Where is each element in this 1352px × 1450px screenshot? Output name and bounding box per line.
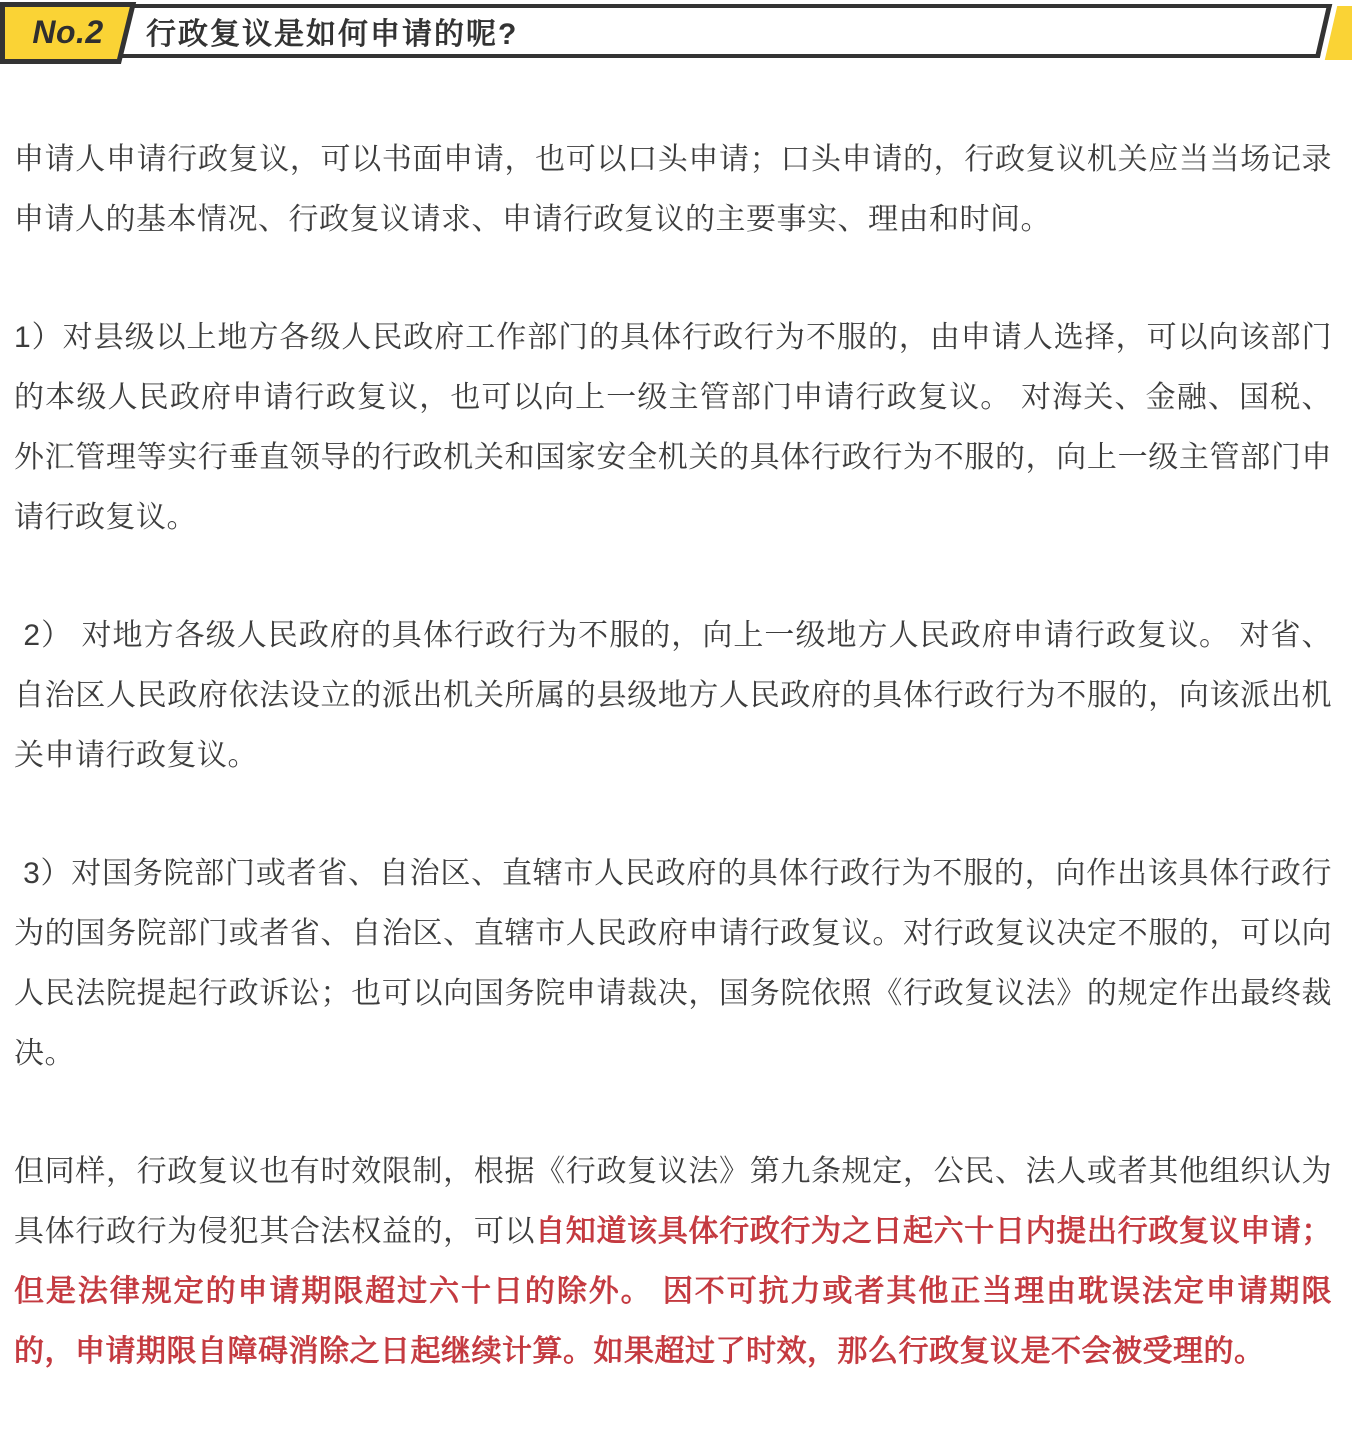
- badge-number-label: No.2: [32, 13, 104, 50]
- section-header: [0, 0, 1352, 64]
- paragraph-deadline: [14, 1142, 1332, 1382]
- article-body: [0, 64, 1352, 1382]
- paragraph-item-2: 2） 对地方各级人民政府的具体行政行为不服的，向上一级地方人民政府申请行政复议。 对省、自治区人民政府依法设立的派出机关所属的县级地方人民政府的具体行政行为不服的，向该派出机关申请行政复议。: [14, 619, 1332, 772]
- paragraph-item-1: 1）对县级以上地方各级人民政府工作部门的具体行政行为不服的，由申请人选择，可以向该部门的本级人民政府申请行政复议，也可以向上一级主管部门申请行政复议。 对海关、金融、国税、外汇管理等实行垂直领导的行政机关和国家安全机关的具体行政行为不服的，向上一级主管部门申请行政复议。: [14, 321, 1332, 534]
- page-title: 行政复议是如何申请的呢?: [146, 18, 519, 51]
- paragraph-deadline-highlight-text: 自知道该具体行政行为之日起六十日内提出行政复议申请；但是法律规定的申请期限超过六十日的除外。 因不可抗力或者其他正当理由耽误法定申请期限的，申请期限自障碍消除之日起继续计算。如果超过了时效，那么行政复议是不会被受理的。: [14, 1215, 1333, 1368]
- paragraph-item-3: 3）对国务院部门或者省、自治区、直辖市人民政府的具体行政行为不服的，向作出该具体行政行为的国务院部门或者省、自治区、直辖市人民政府申请行政复议。对行政复议决定不服的，可以向人民法院提起行政诉讼；也可以向国务院申请裁决，国务院依照《行政复议法》的规定作出最终裁决。: [14, 857, 1332, 1070]
- paragraph-deadline-black-text: 但同样，行政复议也有时效限制，根据《行政复议法》第九条规定，公民、法人或者其他组织认为具体行政行为侵犯其合法权益的，可以: [14, 1155, 1332, 1248]
- paragraph-intro: 申请人申请行政复议，可以书面申请，也可以口头申请；口头申请的，行政复议机关应当当场记录申请人的基本情况、行政复议请求、申请行政复议的主要事实、理由和时间。: [14, 143, 1332, 236]
